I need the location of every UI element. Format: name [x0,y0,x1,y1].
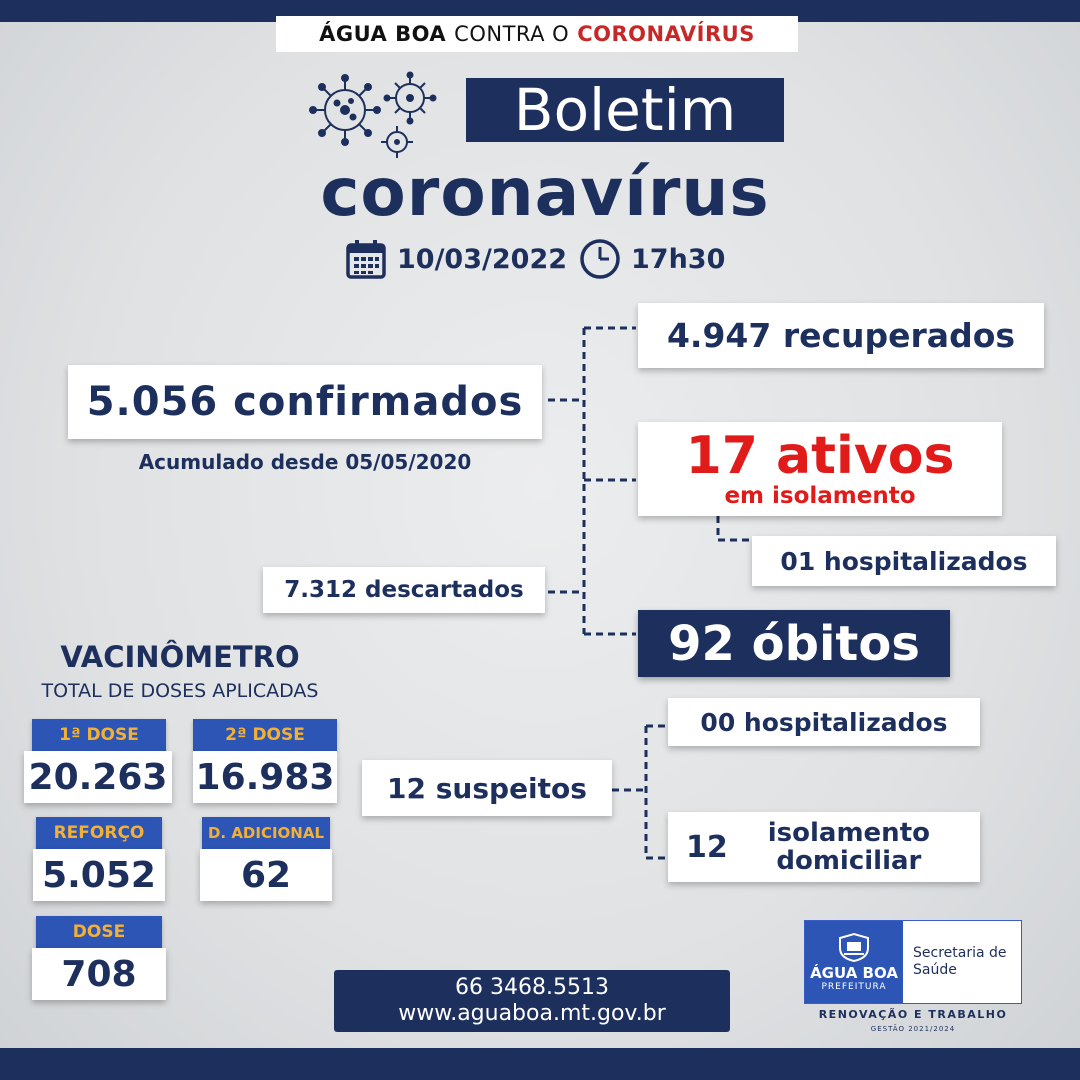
isolation-label-line1: isolamento [767,818,930,848]
dose2-value: 16.983 [193,751,337,803]
campaign-prefix: ÁGUA BOA [319,22,447,46]
dose-value: 708 [32,948,166,1000]
bulletin-date: 10/03/2022 [397,243,568,275]
virus-icon [305,70,440,160]
secretaria-line2: Saúde [913,962,957,978]
bulletin-time: 17h30 [631,243,726,275]
dose-label: DOSE [36,916,162,948]
secretaria-line1: Secretaria de [913,945,1007,961]
bottom-bar [0,1048,1080,1080]
active-card [638,422,1002,516]
deaths-card: 92 óbitos [638,610,950,677]
confirmed-card: 5.056 confirmados [68,365,542,439]
additional-dose-value: 62 [200,849,332,901]
active-count: 17 ativos [685,426,955,486]
prefeitura-logo [804,920,1022,1004]
active-subtitle: em isolamento [724,483,916,509]
isolation-count: 12 [686,829,728,865]
discarded-card: 7.312 descartados [263,567,545,613]
dose1-value: 20.263 [24,751,172,803]
date-time-row [345,234,765,284]
active-hospitalized-card: 01 hospitalizados [752,536,1056,586]
suspects-card: 12 suspeitos [362,760,612,816]
booster-label: REFORÇO [36,817,162,849]
booster-value: 5.052 [33,849,165,901]
phone-number: 66 3468.5513 [455,975,609,1000]
vaccinometer-title: VACINÔMETRO [60,640,300,674]
accumulated-note: Acumulado desde 05/05/2020 [138,450,472,474]
calendar-icon [345,238,387,280]
campaign-mid: CONTRA O [454,22,570,46]
logo-slogan: RENOVAÇÃO E TRABALHO [818,1008,1008,1021]
logo-city-name: ÁGUA BOA [810,964,898,982]
contact-box [334,970,730,1032]
isolation-label-line2: domiciliar [776,846,922,876]
clock-icon [579,238,621,280]
city-crest-icon [836,932,872,962]
title-coronavirus: coronavírus [320,153,770,231]
logo-left-panel [805,921,903,1003]
dose2-label: 2ª DOSE [193,719,337,751]
additional-dose-label: D. ADICIONAL [202,817,330,849]
vaccinometer-subtitle: TOTAL DE DOSES APLICADAS [41,680,319,702]
suspect-hospitalized-card: 00 hospitalizados [668,698,980,746]
home-isolation-card [668,812,980,882]
dose1-label: 1ª DOSE [32,719,166,751]
campaign-banner [276,16,798,52]
website-link[interactable]: www.aguaboa.mt.gov.br [398,1001,666,1026]
logo-prefeitura: PREFEITURA [821,982,887,992]
campaign-highlight: CORONAVÍRUS [577,22,755,46]
title-boletim: Boletim [466,78,784,142]
recovered-card: 4.947 recuperados [638,303,1044,368]
logo-right-panel [903,921,1021,1003]
logo-gestao: GESTÃO 2021/2024 [870,1025,956,1033]
isolation-label [768,819,930,875]
